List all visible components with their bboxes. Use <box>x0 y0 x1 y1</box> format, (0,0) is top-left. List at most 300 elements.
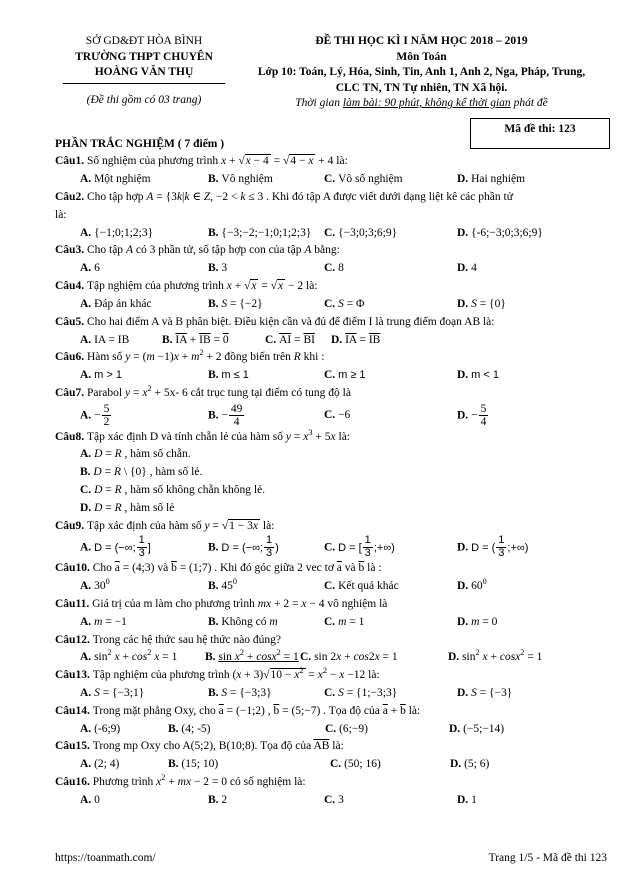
italic-var: x <box>339 669 345 682</box>
option-letter: D. <box>448 651 463 664</box>
option-letter: A. <box>80 369 95 382</box>
fraction <box>228 403 246 429</box>
option: C. 8 <box>324 262 344 275</box>
option: B. S = {−3;3} <box>208 686 272 699</box>
question-stem: Câu11. Giá trị của m làm cho phương trình mx + 2 = x − 4 vô nghiệm là <box>55 597 388 610</box>
italic-var: y <box>204 519 210 532</box>
italic-var: x <box>114 651 120 664</box>
option-letter: B. <box>80 466 94 479</box>
italic-var: S <box>221 297 228 310</box>
option-letter: A. <box>80 409 95 422</box>
question <box>55 349 610 385</box>
question <box>55 189 610 242</box>
exam-subject: Môn Toán <box>396 50 447 63</box>
option-letter: D. <box>450 758 465 771</box>
pages-note: (Đề thi gồm có 03 trang) <box>86 93 202 106</box>
numerator: 1 <box>138 534 145 547</box>
question <box>55 518 610 561</box>
vector: 0 <box>222 333 229 346</box>
italic-var: x <box>330 430 336 443</box>
option-letter: D. <box>457 541 472 554</box>
exam-title: ĐỀ THI HỌC KÌ I NĂM HỌC 2018 – 2019 <box>315 35 528 47</box>
question-stem: Câu5. Cho hai điểm A và B phân biệt. Điều kiện cần và đủ để điểm I là trung điểm đoạn AB là: <box>55 315 495 328</box>
question-stem: Câu16. Phương trình $x^2$ + mx − 2 = 0 có số nghiệm là: <box>55 773 306 789</box>
italic-var: Z <box>203 191 211 204</box>
option-letter: C. <box>324 793 339 806</box>
option: A. (2; 4) <box>80 758 120 771</box>
option-letter: B. <box>208 262 222 275</box>
option <box>208 535 324 560</box>
option: A. (-6;9) <box>80 722 121 735</box>
sans-text: D = [ $\frac{1}{3}$ ;+∞) <box>338 534 395 560</box>
option-letter: D. <box>331 333 346 346</box>
superscript: 0 <box>105 577 110 587</box>
italic-var: x <box>226 280 232 293</box>
italic-var: cos <box>131 651 148 664</box>
option: D. 1 <box>457 793 477 806</box>
option: C. (6;−9) <box>325 722 368 735</box>
options-row <box>55 171 610 189</box>
italic-var: m <box>94 615 103 628</box>
vector: $\overline{IB}$ <box>368 333 381 346</box>
option: A. Đáp án khác <box>80 297 152 310</box>
vector: $\overline{b}$ <box>273 704 280 717</box>
italic-var: k <box>184 191 190 204</box>
question <box>55 314 610 350</box>
question-stem: Câu6. Hàm số $y = (m -1)x + m^2 + 2$ đồng biến trên R khi : <box>55 348 325 364</box>
duration-pre: Thời gian <box>295 97 343 110</box>
option: B. 2 <box>208 793 228 806</box>
exam-title-block <box>233 34 610 112</box>
option <box>205 649 300 667</box>
superscript: 2 <box>199 348 204 358</box>
question-number: Câu8. <box>55 430 87 443</box>
option: D. 4 <box>457 262 477 275</box>
option-letter: D. <box>457 686 472 699</box>
radical-sign: √ <box>221 519 229 532</box>
vector: $\overline{IB}$ <box>199 333 211 346</box>
fraction <box>478 403 490 429</box>
italic-var: k <box>240 191 246 204</box>
italic-var: S <box>338 297 344 310</box>
option <box>208 367 324 385</box>
option-letter: B. <box>208 297 222 310</box>
options-row <box>55 721 610 739</box>
exam-code-label: Mã đề thi: 123 <box>504 122 576 135</box>
option: C. {−3;0;3;6;9} <box>324 226 398 239</box>
denominator: 3 <box>364 547 371 560</box>
denominator: 3 <box>498 547 505 560</box>
option-letter: D. <box>457 173 472 186</box>
italic-var: y <box>125 351 131 364</box>
option: C. $\overline{AI} = \overline{BI}$ <box>265 333 315 346</box>
italic-var: R <box>113 466 122 479</box>
question-number: Câu5. <box>55 315 87 328</box>
options-row <box>55 225 610 243</box>
option-letter: B. <box>162 333 176 346</box>
radical-sign: √ <box>238 155 245 168</box>
options-row <box>55 535 610 560</box>
question <box>55 774 610 810</box>
radicand: 4 − x <box>290 155 314 168</box>
question <box>55 738 610 774</box>
italic-var: x <box>317 669 323 682</box>
question-number: Câu14. <box>55 704 93 717</box>
option: A. IA = IB <box>80 333 130 346</box>
option-letter: B. <box>168 758 182 771</box>
italic-var: A <box>146 191 154 204</box>
superscript: 2 <box>520 648 525 658</box>
superscript: 0 <box>232 577 238 587</box>
option: C. 3 <box>324 793 344 806</box>
question <box>55 703 610 739</box>
options-row <box>55 367 610 385</box>
vector: $\overline{b}$ <box>171 562 177 575</box>
option: A. Một nghiệm <box>80 173 151 186</box>
italic-var: x <box>236 669 242 682</box>
italic-var: mx <box>177 776 192 789</box>
italic-var: S <box>471 686 477 699</box>
italic-var: x <box>374 651 380 664</box>
sans-text: m ≤ 1 <box>221 369 249 382</box>
option: D. m = 0 <box>457 615 498 628</box>
option-letter: B. <box>208 226 222 239</box>
question-stem: Câu13. Tập nghiệm của phương trình $(x + 3)√10 - x^2 = x^2 - x -12$ là: <box>55 666 380 682</box>
option-letter: B. <box>168 722 182 735</box>
vector: $\overline{b}$ <box>358 562 365 575</box>
option-letter: C. <box>324 615 339 628</box>
option-letter: D. <box>80 501 95 514</box>
radical <box>283 154 315 167</box>
question-stem: Câu2. Cho tập hợp A = {3k|k ∈ Z, −2 < k ≤ 3 . Khi đó tập A được viết dưới dạng liệt kê các phần tử <box>55 191 513 204</box>
options-row <box>55 296 610 314</box>
question <box>55 429 610 518</box>
issuer-block <box>55 34 233 112</box>
sans-text: m > 1 <box>94 369 122 382</box>
superscript: 2 <box>107 648 112 658</box>
option: B. $45^0$ <box>208 577 238 593</box>
option-letter: C. <box>330 758 345 771</box>
italic-var: x <box>234 651 240 664</box>
radical-sign: √ <box>270 280 278 293</box>
option: D. Hai nghiệm <box>457 173 526 186</box>
option: D. − $\frac{5}{4}$ <box>457 403 610 429</box>
italic-var: D <box>94 484 103 497</box>
vector: $\overline{b}$ <box>400 704 406 717</box>
question-number: Câu11. <box>55 597 93 610</box>
denominator: 2 <box>103 416 110 429</box>
sans-text: m ≥ 1 <box>338 369 366 382</box>
radical-sign: √ <box>244 280 251 293</box>
options-row <box>55 332 610 350</box>
numerator: 1 <box>266 534 273 547</box>
superscript: 2 <box>299 666 304 676</box>
sans-text: D = (−∞; $\frac{1}{3}$ ) <box>221 534 279 560</box>
option-letter: C. <box>325 722 340 735</box>
question <box>55 667 610 703</box>
italic-var: m <box>191 351 200 364</box>
fraction <box>101 403 113 429</box>
denominator: 4 <box>233 416 240 429</box>
option-letter: A. <box>80 333 95 346</box>
exam-code-box <box>470 118 610 149</box>
school-name-line2: HOÀNG VĂN THỤ <box>63 65 225 84</box>
option-letter: A. <box>80 722 95 735</box>
radicand: $10 - x^2$ <box>270 666 304 682</box>
superscript: 0 <box>482 577 487 587</box>
page-footer <box>55 850 607 868</box>
italic-var: mx <box>257 597 272 610</box>
option: A. 6 <box>80 262 100 275</box>
italic-var: D <box>94 501 103 514</box>
document-header <box>55 34 610 112</box>
italic-var: cos <box>353 651 369 664</box>
option <box>457 535 610 560</box>
option: D. (5; 6) <box>450 758 490 771</box>
option: B. − $\frac{49}{4}$ <box>208 403 324 429</box>
superscript: 2 <box>161 773 166 783</box>
radical <box>222 519 260 532</box>
option-letter: B. <box>208 686 222 699</box>
option: D. $\overline{IA} = \overline{IB}$ <box>331 333 381 346</box>
sans-text: D = (−∞; $\frac{1}{3}$ ] <box>94 534 151 560</box>
option: B. $\overline{IA} + \overline{IB} = 0$ <box>162 333 229 346</box>
superscript: 2 <box>475 648 480 658</box>
superscript: 2 <box>239 648 244 658</box>
option-letter: C. <box>324 173 339 186</box>
italic-var: R <box>114 484 122 497</box>
italic-var: y <box>285 430 292 443</box>
italic-var: y <box>124 386 131 399</box>
superscript: 2 <box>322 666 328 676</box>
option: D. S = {0} <box>457 297 506 310</box>
option: A. D = R , hàm số chẵn. <box>80 448 191 461</box>
italic-var: cosx <box>256 651 277 664</box>
option-letter: C. <box>324 686 339 699</box>
option-letter: D. <box>457 262 472 275</box>
italic-var: x <box>336 651 342 664</box>
option <box>80 367 208 385</box>
option: C. Kết quả khác <box>324 580 399 593</box>
school-name: TRƯỜNG THPT CHUYÊN <box>75 50 213 63</box>
question <box>55 242 610 278</box>
option: B. Vô nghiệm <box>208 173 273 186</box>
superscript: 2 <box>276 648 281 658</box>
question <box>55 385 610 429</box>
option: C. S = {1;−3;3} <box>324 686 398 699</box>
radical <box>244 279 258 292</box>
superscript: 3 <box>308 427 313 437</box>
numerator: 1 <box>364 534 371 547</box>
option: B. S = {−2} <box>208 297 263 310</box>
italic-var: D <box>93 466 102 479</box>
question <box>55 596 610 632</box>
option <box>80 535 208 560</box>
italic-var: x <box>173 351 179 364</box>
question-number: Câu10. <box>55 562 93 575</box>
option-letter: A. <box>80 793 95 806</box>
option-letter: C. <box>324 297 339 310</box>
question-number: Câu4. <box>55 280 87 293</box>
fraction <box>495 535 507 560</box>
radical-sign: √ <box>263 669 270 682</box>
option: A. 0 <box>80 793 100 806</box>
italic-var: x <box>308 155 314 168</box>
option-letter: A. <box>80 173 95 186</box>
question-number: Câu16. <box>55 776 93 789</box>
option: A. S = {−3;1} <box>80 686 145 699</box>
option: B. Không có m <box>208 615 278 628</box>
option-letter: C. <box>80 484 95 497</box>
italic-var: A <box>304 244 312 257</box>
italic-var: m <box>146 351 155 364</box>
option: A. {−1;0;1;2;3} <box>80 226 154 239</box>
question <box>55 153 610 189</box>
denominator: 4 <box>480 416 487 429</box>
option: D. $60^0$ <box>457 577 487 593</box>
italic-var: x <box>252 519 258 532</box>
options-row <box>55 614 610 632</box>
option <box>324 535 457 560</box>
question <box>55 560 610 596</box>
option: A. − $\frac{5}{2}$ <box>80 403 208 429</box>
option: C. m = 1 <box>324 615 365 628</box>
option-letter: A. <box>80 580 95 593</box>
italic-var: A <box>125 244 133 257</box>
italic-var: x <box>245 155 251 168</box>
option-letter: D. <box>449 722 464 735</box>
vector: $\overline{IA}$ <box>345 333 357 346</box>
vector: $\overline{a}$ <box>382 704 388 717</box>
option-letter: D. <box>457 580 472 593</box>
option-letter: D. <box>457 369 472 382</box>
option-letter: C. <box>300 651 315 664</box>
option-letter: A. <box>80 758 95 771</box>
options-row <box>55 578 610 596</box>
fraction <box>263 535 275 560</box>
question-stem: Câu15. Trong mp Oxy cho A(5;2), B(10;8). Tọa độ của $\overline{AB}$ là: <box>55 740 344 753</box>
question <box>55 278 610 314</box>
vector: $\overline{BI}$ <box>303 333 315 346</box>
options-row <box>55 792 610 810</box>
superscript: 2 <box>147 384 152 394</box>
option-letter: B. <box>208 409 222 422</box>
question-number: Câu2. <box>55 191 87 204</box>
sans-text: D = ( $\frac{1}{3}$ ;+∞) <box>471 534 529 560</box>
italic-var: S <box>338 686 344 699</box>
option-letter: A. <box>80 262 95 275</box>
options-row <box>55 403 610 429</box>
option <box>324 367 457 385</box>
option: B. 3 <box>208 262 228 275</box>
option-letter: A. <box>80 541 95 554</box>
radical <box>238 154 270 167</box>
option: C. sin 2x + cos2x = 1 <box>300 651 398 664</box>
option: C. S = Φ <box>324 297 365 310</box>
option-letter: C. <box>324 369 339 382</box>
duration-underlined: làm bài: 90 phút, không kể thời gian <box>342 97 511 110</box>
options-row <box>55 649 610 667</box>
question-number: Câu6. <box>55 351 87 364</box>
italic-var: x <box>278 280 284 293</box>
section-title: PHẦN TRẮC NGHIỆM ( 7 điểm ) <box>55 137 225 150</box>
numerator: 5 <box>480 402 487 415</box>
italic-var: x <box>154 651 160 664</box>
question-stem: Câu4. Tập nghiệm của phương trình x + √x = √x − 2 là: <box>55 280 318 293</box>
options-row <box>55 685 610 703</box>
question-number: Câu13. <box>55 669 93 682</box>
option-letter: B. <box>205 651 219 664</box>
option-letter: A. <box>80 686 95 699</box>
option-letter: C. <box>324 262 339 275</box>
question-number: Câu15. <box>55 740 93 753</box>
option: A. m = −1 <box>80 615 127 628</box>
question-number: Câu12. <box>55 633 93 646</box>
exam-classes-line2: CLC TN, TN Tự nhiên, TN Xã hội. <box>335 81 508 94</box>
option-letter: B. <box>208 369 222 382</box>
options-row <box>55 260 610 278</box>
question-number: Câu3. <box>55 244 87 257</box>
option-letter: C. <box>324 226 339 239</box>
option: B. (15; 10) <box>168 758 219 771</box>
question-stem: Câu3. Cho tập A có 3 phần tử, số tập hợp con của tập A bằng: <box>55 244 340 257</box>
questions-list <box>55 153 610 809</box>
italic-var: x <box>156 776 162 789</box>
vector: $\overline{AI}$ <box>279 333 292 346</box>
superscript: 2 <box>147 648 152 658</box>
italic-var: S <box>221 686 228 699</box>
option: D. S = {−3} <box>457 686 513 699</box>
option-letter: A. <box>80 297 95 310</box>
option-letter: C. <box>324 580 339 593</box>
option: C. Vô số nghiệm <box>324 173 403 186</box>
italic-var: x <box>301 597 307 610</box>
question-number: Câu7. <box>55 386 87 399</box>
fraction <box>362 535 374 560</box>
numerator: 1 <box>498 534 505 547</box>
radicand <box>277 279 285 292</box>
option: B. {−3;−2;−1;0;1;2;3} <box>208 226 312 239</box>
option: C. (50; 16) <box>330 758 381 771</box>
option-letter: D. <box>457 615 472 628</box>
italic-var: cosx <box>499 651 521 664</box>
option: D. {-6;−3;0;3;6;9} <box>457 226 543 239</box>
question-number: Câu1. <box>55 155 87 168</box>
italic-var: D <box>94 448 103 461</box>
option: D. D = R , hàm số lẻ <box>80 501 175 514</box>
option: B. (4; -5) <box>168 722 211 735</box>
option: B. D = R \ {0} , hàm số lẻ. <box>80 466 203 479</box>
option: A. $\sin^2 x + \cos^2 x = 1$ <box>80 648 178 664</box>
underlined-text: $\sin x^2 + \cos x^2 = 1$ <box>218 648 299 664</box>
option: C. D = R , hàm số không chẵn không lẻ. <box>80 484 266 497</box>
vector: $\overline{AB}$ <box>313 740 330 753</box>
option-letter: D. <box>457 297 472 310</box>
option <box>457 367 610 385</box>
option: C. −6 <box>324 408 351 421</box>
italic-var: m <box>338 615 347 628</box>
italic-var: m <box>471 615 480 628</box>
footer-url: https://toanmath.com/ <box>55 852 156 865</box>
denominator: 3 <box>138 547 145 560</box>
vector: $\overline{a}$ <box>218 704 224 717</box>
question-stem-continuation: là: <box>55 208 67 221</box>
exam-classes-line1: Lớp 10: Toán, Lý, Hóa, Sinh, Tin, Anh 1, Anh 2, Nga, Pháp, Trung, <box>257 66 586 79</box>
italic-var: x <box>294 669 300 682</box>
italic-var: R <box>114 448 122 461</box>
option-letter: D. <box>457 793 472 806</box>
italic-var: k <box>176 191 183 204</box>
